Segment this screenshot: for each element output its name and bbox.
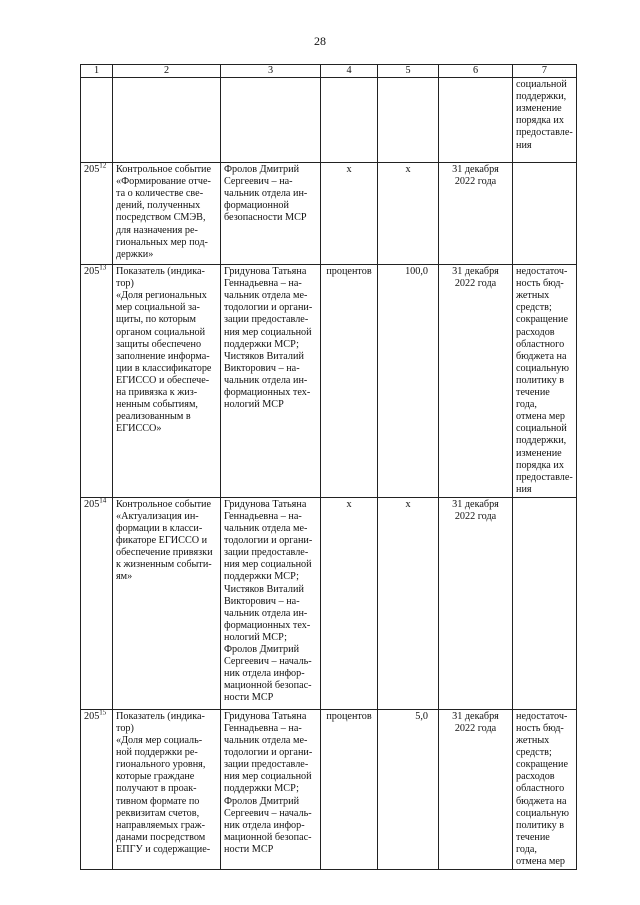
- header-cell: 1: [81, 65, 113, 78]
- risk-cell: недостаточ- ность бюд- жетных средств; сокращение расходов областного бюджета на социальную политику в течение года, отмена мер социальной поддержки, изменение порядка их предоставле- ния: [513, 265, 577, 498]
- unit-cell: [321, 78, 378, 163]
- name-cell: [113, 78, 221, 163]
- table-row: [81, 78, 577, 163]
- page-number: 28: [314, 34, 326, 48]
- deadline-cell: 31 декабря 2022 года: [439, 709, 513, 869]
- risk-cell: недостаточ- ность бюд- жетных средств; сокращение расходов областного бюджета на социальную политику в течение года, отмена мер: [513, 709, 577, 869]
- header-cell: 7: [513, 65, 577, 78]
- header-cell: 3: [221, 65, 321, 78]
- risk-cell: [513, 163, 577, 265]
- value-cell: 5,0: [378, 709, 439, 869]
- deadline-cell: 31 декабря 2022 года: [439, 163, 513, 265]
- responsible-cell: [221, 78, 321, 163]
- row-number-cell: $205^{13}$: [81, 265, 113, 498]
- risk-cell: социальной поддержки, изменение порядка их предоставле- ния: [513, 78, 577, 163]
- plan-table: [80, 64, 577, 870]
- row-number-cell: $205^{12}$: [81, 163, 113, 265]
- value-cell: [378, 78, 439, 163]
- header-cell: 4: [321, 65, 378, 78]
- name-cell: Показатель (индика- тор) «Доля региональных мер социальной за- щиты, по которым органом социальной защиты обеспечено заполнение информа- ции в классификаторе ЕГИССО и обеспече- на привязка к жиз- ненным событиям, реализованным в ЕГИССО»: [113, 265, 221, 498]
- value-cell: 100,0: [378, 265, 439, 498]
- unit-cell: процентов: [321, 265, 378, 498]
- table-header-row: [81, 65, 577, 78]
- deadline-cell: 31 декабря 2022 года: [439, 265, 513, 498]
- name-cell: Показатель (индика- тор) «Доля мер социаль- ной поддержки ре- гионального уровня, которые граждане получают в проак- тивном формате по реквизитам счетов, направляемых граж- данами посредством ЕПГУ и содержащие-: [113, 709, 221, 869]
- responsible-cell: Гридунова Татьяна Геннадьевна – на- чальник отдела ме- тодологии и органи- зации предоставле- ния мер социальной поддержки МСР; Чистяков Виталий Викторович – на- чальник отдела ин- формационных тех- нологий МСР: [221, 265, 321, 498]
- responsible-cell: Фролов Дмитрий Сергеевич – на- чальник отдела ин- формационной безопасности МСР: [221, 163, 321, 265]
- unit-cell: х: [321, 497, 378, 709]
- header-cell: 5: [378, 65, 439, 78]
- row-number-cell: $205^{14}$: [81, 497, 113, 709]
- table-row: [81, 265, 577, 498]
- table-row: [81, 163, 577, 265]
- table-row: [81, 709, 577, 869]
- responsible-cell: Гридунова Татьяна Геннадьевна – на- чальник отдела ме- тодологии и органи- зации предоставле- ния мер социальной поддержки МСР; Чистяков Виталий Викторович – на- чальник отдела ин- формационных тех- нологий МСР; Фролов Дмитрий Сергеевич – началь- ник отдела инфор- мационной безопас- ности МСР: [221, 497, 321, 709]
- responsible-cell: Гридунова Татьяна Геннадьевна – на- чальник отдела ме- тодологии и органи- зации предоставле- ния мер социальной поддержки МСР; Фролов Дмитрий Сергеевич – началь- ник отдела инфор- мационной безопас- ности МСР: [221, 709, 321, 869]
- unit-cell: процентов: [321, 709, 378, 869]
- header-cell: 2: [113, 65, 221, 78]
- unit-cell: х: [321, 163, 378, 265]
- row-number-cell: [81, 78, 113, 163]
- table-row: [81, 497, 577, 709]
- name-cell: Контрольное событие «Актуализация ин- формации в класси- фикаторе ЕГИССО и обеспечение привязки к жизненным событи- ям»: [113, 497, 221, 709]
- name-cell: Контрольное событие «Формирование отче- та о количестве све- дений, полученных посредством СМЭВ, для назначения ре- гиональных мер под- держки»: [113, 163, 221, 265]
- risk-cell: [513, 497, 577, 709]
- deadline-cell: 31 декабря 2022 года: [439, 497, 513, 709]
- row-number-cell: $205^{15}$: [81, 709, 113, 869]
- value-cell: х: [378, 163, 439, 265]
- header-cell: 6: [439, 65, 513, 78]
- value-cell: х: [378, 497, 439, 709]
- deadline-cell: [439, 78, 513, 163]
